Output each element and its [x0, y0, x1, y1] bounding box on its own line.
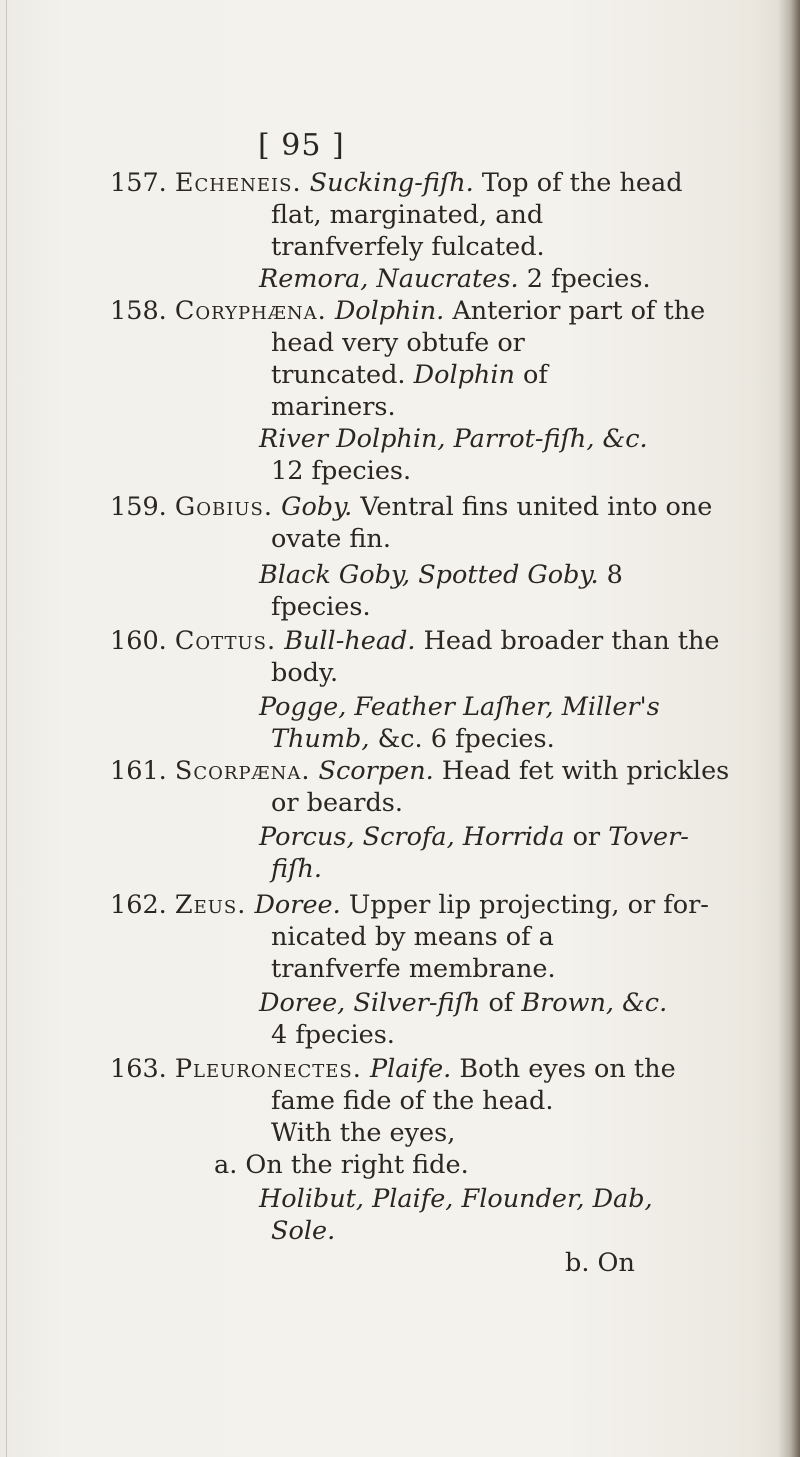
description: Anterior part of the [452, 296, 706, 326]
species-names: Holibut, Plaife, Flounder, Dab, [259, 1184, 653, 1214]
catchword: b. On [565, 1248, 635, 1278]
description-line: mariners. [271, 392, 396, 422]
entry-number: 159. [110, 492, 167, 522]
species-line [271, 724, 555, 754]
description: Ventral fins united into one [360, 492, 713, 522]
subsection-a [214, 1150, 469, 1180]
common-name: Doree. [254, 890, 341, 920]
species-names: fiſh. [271, 854, 322, 884]
entry-number: 158. [110, 296, 167, 326]
species-names: Porcus, Scrofa, Horrida [259, 822, 565, 852]
entry-number: 157. [110, 168, 167, 198]
subsection-text: On the right fide. [245, 1150, 469, 1180]
description-line: body. [271, 658, 339, 688]
description-line: tranfverfely fulcated. [271, 232, 545, 262]
description-line: flat, marginated, and [271, 200, 544, 230]
description-line: nicated by means of a [271, 922, 554, 952]
species-line [259, 560, 623, 590]
description-line: fame fide of the head. [271, 1086, 554, 1116]
genus-name: Pleuronectes. [174, 1054, 362, 1084]
species-count: 12 fpecies. [271, 456, 412, 486]
common-name: Bull-head. [284, 626, 416, 656]
entry-number: 160. [110, 626, 167, 656]
species-names: Black Goby, Spotted Goby. [259, 560, 599, 590]
common-name: Sucking-fiſh. [309, 168, 474, 198]
species-line [259, 264, 651, 294]
description-text: truncated. [271, 360, 406, 390]
genus-name: Echeneis. [174, 168, 302, 198]
page-left-edge [6, 0, 7, 1457]
entry-number: 163. [110, 1054, 167, 1084]
common-name: Goby. [281, 492, 353, 522]
description-line: or beards. [271, 788, 403, 818]
common-name: Dolphin. [334, 296, 445, 326]
species-line [271, 1216, 335, 1246]
genus-name: Zeus. [174, 890, 247, 920]
common-name: Plaife. [369, 1054, 452, 1084]
species-names: Pogge, Feather Laſher, Miller's [259, 692, 660, 722]
species-names: Brown, &c. [521, 988, 668, 1018]
species-line [259, 988, 667, 1018]
page-number: [ 95 ] [258, 128, 345, 163]
species-line [259, 692, 660, 722]
genus-name: Scorpæna. [174, 756, 311, 786]
species-count: fpecies. [271, 592, 371, 622]
entry-162-heading [110, 890, 709, 920]
entry-159-heading [110, 492, 712, 522]
genus-name: Cottus. [174, 626, 277, 656]
description: Top of the head [481, 168, 683, 198]
species-line [259, 424, 648, 454]
species-names: Doree, Silver-fiſh [259, 988, 481, 1018]
species-names: Thumb, [271, 724, 370, 754]
species-count: 4 fpecies. [271, 1020, 395, 1050]
description: Head broader than the [423, 626, 720, 656]
description-line: ovate fin. [271, 524, 391, 554]
species-line [259, 822, 689, 852]
species-count: 2 fpecies. [526, 264, 651, 294]
entry-number: 162. [110, 890, 167, 920]
subsection-label: a. [214, 1150, 238, 1180]
entry-number: 161. [110, 756, 167, 786]
description: Head fet with prickles [441, 756, 730, 786]
common-name: Scorpen. [318, 756, 434, 786]
species-names: Remora, Naucrates. [259, 264, 519, 294]
description-line: With the eyes, [271, 1118, 456, 1148]
entry-157-heading [110, 168, 683, 198]
species-line [259, 1184, 653, 1214]
species-line [271, 854, 322, 884]
species-names: Sole. [271, 1216, 336, 1246]
description-line: tranfverfe membrane. [271, 954, 556, 984]
genus-name: Coryphæna. [174, 296, 327, 326]
species-count: &c. 6 fpecies. [377, 724, 555, 754]
description: Both eyes on the [459, 1054, 676, 1084]
species-connector: or [572, 822, 601, 852]
description-italic: Dolphin [413, 360, 515, 390]
description-line: head very obtufe or [271, 328, 525, 358]
page-right-gutter [778, 0, 800, 1457]
entry-160-heading [110, 626, 720, 656]
genus-name: Gobius. [174, 492, 273, 522]
species-names: Tover- [608, 822, 689, 852]
description: Upper lip projecting, or for- [348, 890, 709, 920]
description-text: of [523, 360, 548, 390]
entry-158-heading [110, 296, 705, 326]
description-line [271, 360, 548, 390]
entry-163-heading [110, 1054, 676, 1084]
entry-161-heading [110, 756, 729, 786]
species-names: River Dolphin, Parrot-fiſh, &c. [259, 424, 648, 454]
species-connector: of [488, 988, 514, 1018]
species-count-number: 8 [606, 560, 623, 590]
